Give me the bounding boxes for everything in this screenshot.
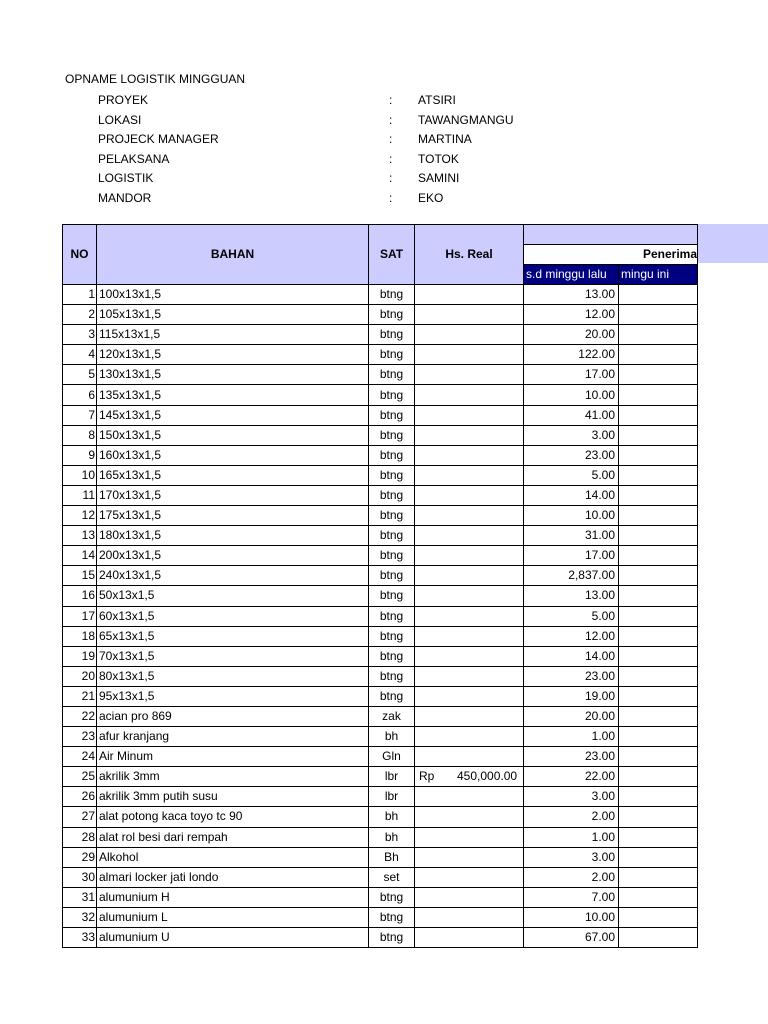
cell-bahan: akrilik 3mm [97, 767, 369, 787]
cell-hs-real [415, 405, 524, 425]
cell-sd-minggu-lalu: 5.00 [524, 606, 619, 626]
table-body [63, 285, 698, 948]
table-row [63, 546, 698, 566]
cell-bahan: Alkohol [97, 847, 369, 867]
cell-hs-real [415, 727, 524, 747]
cell-hs-real [415, 827, 524, 847]
info-colon: : [389, 93, 393, 107]
cell-sd-minggu-lalu: 122.00 [524, 345, 619, 365]
cell-sat: btng [369, 907, 415, 927]
cell-sat: btng [369, 305, 415, 325]
cell-no: 29 [63, 847, 97, 867]
table-row [63, 385, 698, 405]
cell-sd-minggu-lalu: 10.00 [524, 385, 619, 405]
table-row [63, 506, 698, 526]
cell-minggu-ini [619, 747, 698, 767]
cell-bahan: 200x13x1,5 [97, 546, 369, 566]
price-value: 450,000.00 [457, 769, 518, 784]
info-colon: : [389, 171, 393, 185]
info-row [98, 189, 558, 209]
cell-sd-minggu-lalu: 17.00 [524, 546, 619, 566]
cell-hs-real [415, 305, 524, 325]
cell-no: 9 [63, 445, 97, 465]
info-value: MARTINA [418, 132, 472, 146]
cell-hs-real [415, 787, 524, 807]
col-header-minggu-ini: mingu ini [619, 265, 698, 285]
cell-sd-minggu-lalu: 3.00 [524, 425, 619, 445]
table-row [63, 485, 698, 505]
cell-hs-real [415, 907, 524, 927]
cell-sd-minggu-lalu: 22.00 [524, 767, 619, 787]
table-row [63, 626, 698, 646]
info-label: PROYEK [98, 93, 149, 107]
cell-bahan: alat rol besi dari rempah [97, 827, 369, 847]
cell-minggu-ini [619, 887, 698, 907]
table-row [63, 686, 698, 706]
cell-no: 19 [63, 646, 97, 666]
table-row [63, 787, 698, 807]
cell-bahan: alat potong kaca toyo tc 90 [97, 807, 369, 827]
cell-sd-minggu-lalu: 2,837.00 [524, 566, 619, 586]
table-row [63, 867, 698, 887]
cell-sd-minggu-lalu: 2.00 [524, 807, 619, 827]
cell-bahan: almari locker jati londo [97, 867, 369, 887]
cell-bahan: alumunium H [97, 887, 369, 907]
table-row [63, 887, 698, 907]
cell-hs-real [415, 365, 524, 385]
cell-sd-minggu-lalu: 3.00 [524, 847, 619, 867]
cell-minggu-ini [619, 626, 698, 646]
cell-sat: btng [369, 666, 415, 686]
cell-hs-real [415, 646, 524, 666]
cell-sd-minggu-lalu: 1.00 [524, 827, 619, 847]
cell-minggu-ini [619, 686, 698, 706]
cell-no: 30 [63, 867, 97, 887]
project-info [98, 91, 558, 208]
cell-sat: btng [369, 928, 415, 948]
table-row [63, 847, 698, 867]
cell-minggu-ini [619, 566, 698, 586]
cell-no: 12 [63, 506, 97, 526]
cell-no: 10 [63, 465, 97, 485]
cell-bahan: 115x13x1,5 [97, 325, 369, 345]
cell-minggu-ini [619, 305, 698, 325]
cell-no: 15 [63, 566, 97, 586]
table-row [63, 526, 698, 546]
cell-sat: btng [369, 546, 415, 566]
info-label: PROJECK MANAGER [98, 132, 219, 146]
cell-no: 20 [63, 666, 97, 686]
cell-sat: lbr [369, 767, 415, 787]
table-row [63, 646, 698, 666]
cell-hs-real [415, 747, 524, 767]
cell-sd-minggu-lalu: 13.00 [524, 285, 619, 305]
cell-sd-minggu-lalu: 41.00 [524, 405, 619, 425]
cell-no: 11 [63, 485, 97, 505]
cell-no: 28 [63, 827, 97, 847]
info-label: LOGISTIK [98, 171, 154, 185]
cell-sd-minggu-lalu: 5.00 [524, 465, 619, 485]
table-row [63, 365, 698, 385]
table-row [63, 425, 698, 445]
table-row [63, 465, 698, 485]
table-row [63, 405, 698, 425]
cell-bahan: Air Minum [97, 747, 369, 767]
cell-sat: zak [369, 706, 415, 726]
cell-hs-real [415, 706, 524, 726]
cell-hs-real [415, 666, 524, 686]
cell-bahan: 180x13x1,5 [97, 526, 369, 546]
cell-minggu-ini [619, 445, 698, 465]
cell-bahan: 120x13x1,5 [97, 345, 369, 365]
cell-sd-minggu-lalu: 23.00 [524, 666, 619, 686]
table-row [63, 305, 698, 325]
cell-bahan: acian pro 869 [97, 706, 369, 726]
cell-no: 14 [63, 546, 97, 566]
cell-minggu-ini [619, 727, 698, 747]
table-row [63, 345, 698, 365]
cell-sat: bh [369, 727, 415, 747]
cell-sd-minggu-lalu: 13.00 [524, 586, 619, 606]
cell-sd-minggu-lalu: 12.00 [524, 626, 619, 646]
info-row [98, 150, 558, 170]
cell-minggu-ini [619, 787, 698, 807]
cell-no: 7 [63, 405, 97, 425]
cell-minggu-ini [619, 546, 698, 566]
table-row [63, 706, 698, 726]
cell-hs-real [415, 928, 524, 948]
cell-bahan: 240x13x1,5 [97, 566, 369, 586]
cell-hs-real [415, 807, 524, 827]
cell-sd-minggu-lalu: 23.00 [524, 445, 619, 465]
cell-no: 22 [63, 706, 97, 726]
cell-hs-real [415, 686, 524, 706]
cell-bahan: 105x13x1,5 [97, 305, 369, 325]
cell-hs-real [415, 285, 524, 305]
cell-hs-real [415, 385, 524, 405]
cell-sat: btng [369, 325, 415, 345]
info-colon: : [389, 132, 393, 146]
cell-sat: btng [369, 385, 415, 405]
cell-hs-real [415, 566, 524, 586]
cell-minggu-ini [619, 465, 698, 485]
cell-minggu-ini [619, 325, 698, 345]
info-value: ATSIRI [418, 93, 456, 107]
cell-sat: btng [369, 606, 415, 626]
cell-sat: btng [369, 285, 415, 305]
info-colon: : [389, 190, 393, 205]
info-row [98, 111, 558, 131]
cell-sd-minggu-lalu: 2.00 [524, 867, 619, 887]
cell-hs-real [415, 767, 524, 787]
cell-sat: btng [369, 526, 415, 546]
cell-no: 16 [63, 586, 97, 606]
cell-minggu-ini [619, 285, 698, 305]
col-header-sat: SAT [369, 225, 415, 285]
cell-no: 23 [63, 727, 97, 747]
col-header-bahan: BAHAN [97, 225, 369, 285]
table-row [63, 907, 698, 927]
cell-hs-real [415, 425, 524, 445]
cell-no: 13 [63, 526, 97, 546]
table-row [63, 566, 698, 586]
table-row [63, 586, 698, 606]
cell-no: 26 [63, 787, 97, 807]
table-row [63, 285, 698, 305]
cell-bahan: alumunium U [97, 928, 369, 948]
cell-bahan: alumunium L [97, 907, 369, 927]
table-row [63, 767, 698, 787]
cell-bahan: 50x13x1,5 [97, 586, 369, 606]
cell-sd-minggu-lalu: 1.00 [524, 727, 619, 747]
info-row [98, 169, 558, 189]
cell-sat: lbr [369, 787, 415, 807]
cell-sd-minggu-lalu: 14.00 [524, 485, 619, 505]
info-row [98, 130, 558, 150]
cell-minggu-ini [619, 907, 698, 927]
cell-bahan: 95x13x1,5 [97, 686, 369, 706]
cell-no: 33 [63, 928, 97, 948]
cell-hs-real [415, 606, 524, 626]
cell-minggu-ini [619, 706, 698, 726]
cell-sat: btng [369, 566, 415, 586]
info-colon: : [389, 112, 393, 127]
cell-minggu-ini [619, 867, 698, 887]
cell-minggu-ini [619, 526, 698, 546]
cell-minggu-ini [619, 586, 698, 606]
info-value: TAWANGMANGU [418, 112, 514, 127]
cell-bahan: 170x13x1,5 [97, 485, 369, 505]
info-value: SAMINI [418, 171, 460, 185]
cell-hs-real [415, 485, 524, 505]
cell-bahan: 130x13x1,5 [97, 365, 369, 385]
info-label: LOKASI [98, 112, 142, 127]
header-fill-strip [697, 224, 768, 263]
cell-hs-real [415, 586, 524, 606]
cell-no: 32 [63, 907, 97, 927]
cell-sd-minggu-lalu: 23.00 [524, 747, 619, 767]
col-header-penerimaan: Penerima [524, 245, 698, 265]
cell-sat: btng [369, 646, 415, 666]
cell-hs-real [415, 445, 524, 465]
cell-no: 5 [63, 365, 97, 385]
cell-hs-real [415, 345, 524, 365]
cell-no: 31 [63, 887, 97, 907]
cell-sd-minggu-lalu: 12.00 [524, 305, 619, 325]
table-row [63, 606, 698, 626]
cell-sat: set [369, 867, 415, 887]
cell-sd-minggu-lalu: 3.00 [524, 787, 619, 807]
col-header-hs-real: Hs. Real [415, 225, 524, 285]
cell-sat: btng [369, 887, 415, 907]
info-row [98, 91, 558, 111]
header-blank-cell [524, 225, 698, 245]
report-title: OPNAME LOGISTIK MINGGUAN [65, 72, 246, 86]
info-value: EKO [418, 190, 444, 205]
info-colon: : [389, 151, 393, 166]
cell-minggu-ini [619, 345, 698, 365]
cell-sd-minggu-lalu: 20.00 [524, 325, 619, 345]
currency-label: Rp [419, 769, 435, 784]
table-row [63, 827, 698, 847]
col-header-sd-minggu-lalu: s.d minggu lalu [524, 265, 619, 285]
cell-sat: btng [369, 445, 415, 465]
cell-sat: btng [369, 465, 415, 485]
cell-minggu-ini [619, 847, 698, 867]
table-row [63, 666, 698, 686]
cell-sd-minggu-lalu: 10.00 [524, 907, 619, 927]
cell-bahan: 160x13x1,5 [97, 445, 369, 465]
cell-minggu-ini [619, 506, 698, 526]
cell-sat: Gln [369, 747, 415, 767]
cell-hs-real [415, 465, 524, 485]
cell-sat: bh [369, 827, 415, 847]
cell-sd-minggu-lalu: 14.00 [524, 646, 619, 666]
cell-hs-real [415, 626, 524, 646]
cell-bahan: 80x13x1,5 [97, 666, 369, 686]
cell-sat: btng [369, 586, 415, 606]
cell-minggu-ini [619, 928, 698, 948]
cell-minggu-ini [619, 827, 698, 847]
cell-no: 3 [63, 325, 97, 345]
cell-bahan: 70x13x1,5 [97, 646, 369, 666]
cell-sat: btng [369, 405, 415, 425]
table-row [63, 727, 698, 747]
table-row [63, 445, 698, 465]
cell-no: 18 [63, 626, 97, 646]
cell-sat: btng [369, 365, 415, 385]
table-row [63, 807, 698, 827]
cell-sd-minggu-lalu: 31.00 [524, 526, 619, 546]
cell-no: 24 [63, 747, 97, 767]
cell-bahan: 175x13x1,5 [97, 506, 369, 526]
cell-bahan: 150x13x1,5 [97, 425, 369, 445]
cell-sd-minggu-lalu: 17.00 [524, 365, 619, 385]
cell-sat: bh [369, 807, 415, 827]
cell-sat: btng [369, 345, 415, 365]
cell-sd-minggu-lalu: 19.00 [524, 686, 619, 706]
cell-no: 8 [63, 425, 97, 445]
cell-minggu-ini [619, 485, 698, 505]
cell-minggu-ini [619, 606, 698, 626]
cell-sd-minggu-lalu: 20.00 [524, 706, 619, 726]
col-header-no: NO [63, 225, 97, 285]
cell-bahan: 135x13x1,5 [97, 385, 369, 405]
cell-sat: btng [369, 506, 415, 526]
cell-sat: btng [369, 686, 415, 706]
cell-minggu-ini [619, 767, 698, 787]
cell-minggu-ini [619, 807, 698, 827]
cell-no: 27 [63, 807, 97, 827]
cell-sat: btng [369, 626, 415, 646]
info-label: PELAKSANA [98, 151, 170, 166]
info-value: TOTOK [418, 151, 459, 166]
cell-hs-real [415, 506, 524, 526]
cell-no: 1 [63, 285, 97, 305]
cell-minggu-ini [619, 385, 698, 405]
cell-no: 21 [63, 686, 97, 706]
cell-no: 6 [63, 385, 97, 405]
cell-bahan: akrilik 3mm putih susu [97, 787, 369, 807]
cell-sat: btng [369, 425, 415, 445]
cell-no: 4 [63, 345, 97, 365]
cell-bahan: 65x13x1,5 [97, 626, 369, 646]
info-label: MANDOR [98, 190, 152, 205]
cell-sat: btng [369, 485, 415, 505]
cell-bahan: 100x13x1,5 [97, 285, 369, 305]
cell-hs-real [415, 847, 524, 867]
cell-hs-real [415, 526, 524, 546]
cell-minggu-ini [619, 666, 698, 686]
cell-minggu-ini [619, 425, 698, 445]
table-row [63, 928, 698, 948]
cell-hs-real [415, 867, 524, 887]
cell-sd-minggu-lalu: 67.00 [524, 928, 619, 948]
cell-hs-real [415, 887, 524, 907]
cell-minggu-ini [619, 405, 698, 425]
cell-no: 25 [63, 767, 97, 787]
cell-sat: Bh [369, 847, 415, 867]
cell-sd-minggu-lalu: 7.00 [524, 887, 619, 907]
cell-bahan: 145x13x1,5 [97, 405, 369, 425]
cell-sd-minggu-lalu: 10.00 [524, 506, 619, 526]
cell-bahan: 60x13x1,5 [97, 606, 369, 626]
cell-minggu-ini [619, 365, 698, 385]
cell-hs-real [415, 546, 524, 566]
logistics-table [62, 224, 698, 948]
table-row [63, 325, 698, 345]
cell-no: 17 [63, 606, 97, 626]
cell-bahan: 165x13x1,5 [97, 465, 369, 485]
table-row [63, 747, 698, 767]
cell-minggu-ini [619, 646, 698, 666]
cell-hs-real [415, 325, 524, 345]
cell-no: 2 [63, 305, 97, 325]
cell-bahan: afur kranjang [97, 727, 369, 747]
